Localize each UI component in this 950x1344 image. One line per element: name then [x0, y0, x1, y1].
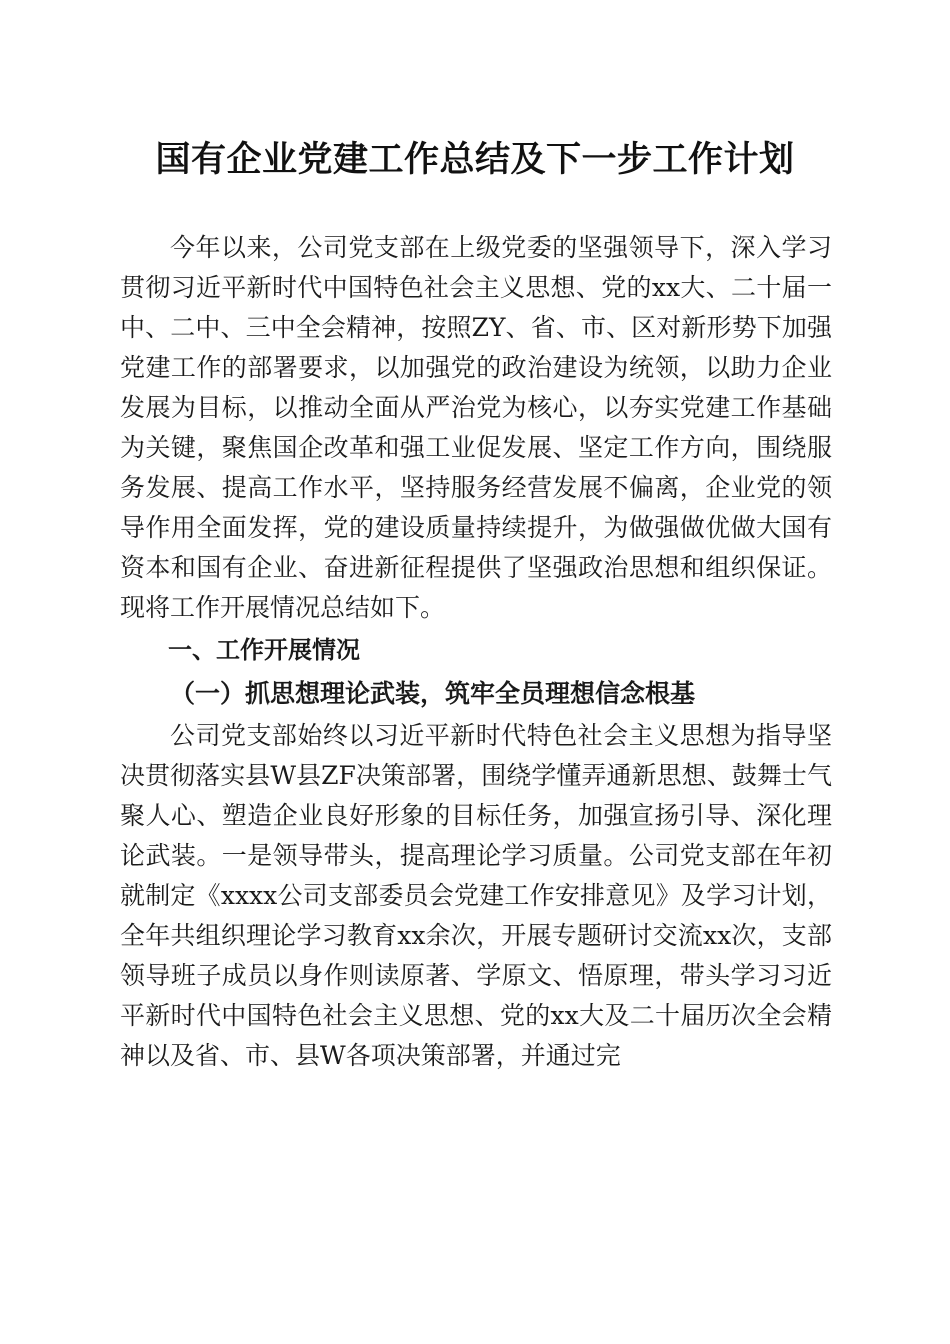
intro-paragraph: 今年以来，公司党支部在上级党委的坚强领导下，深入学习贯彻习近平新时代中国特色社会主义思想、党的xx大、二十届一中、二中、三中全会精神，按照ZY、省、市、区对新形势下加强党建工作的部署要求，以加强党的政治建设为统领，以助力企业发展为目标，以推动全面从严治党为核心，以夯实党建工作基础为关键，聚焦国企改革和强工业促发展、坚定工作方向，围绕服务发展、提高工作水平，坚持服务经营发展不偏离，企业党的领导作用全面发挥，党的建设质量持续提升，为做强做优做大国有资本和国有企业、奋进新征程提供了坚强政治思想和组织保证。现将工作开展情况总结如下。	[120, 233, 832, 622]
document-title: 国有企业党建工作总结及下一步工作计划	[155, 139, 795, 180]
subsection-heading-theory: （一）抓思想理论武装，筑牢全员理想信念根基	[170, 679, 696, 708]
subsection-paragraph-theory: 公司党支部始终以习近平新时代特色社会主义思想为指导坚决贯彻落实县W县ZF决策部署，围绕学懂弄通新思想、鼓舞士气聚人心、塑造企业良好形象的目标任务，加强宣扬引导、深化理论武装。一是领导带头，提高理论学习质量。公司党支部在年初就制定《xxxx公司支部委员会党建工作安排意见》及学习计划，全年共组织理论学习教育xx余次，开展专题研讨交流xx次，支部领导班子成员以身作则读原著、学原文、悟原理，带头学习习近平新时代中国特色社会主义思想、党的xx大及二十届历次全会精神以及省、市、县W各项决策部署，并通过完	[120, 721, 832, 1070]
section-heading-work-progress: 一、工作开展情况	[168, 636, 360, 664]
document-body	[120, 228, 832, 1076]
